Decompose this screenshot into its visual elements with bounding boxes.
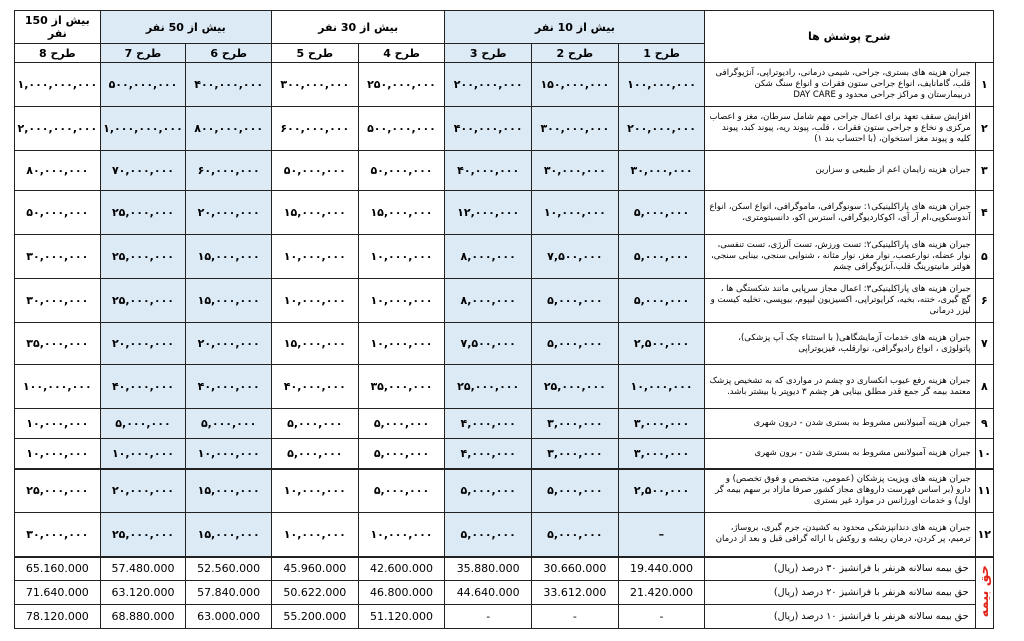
coverage-description: جبران هزینه های پاراکلینیکی۲: تست ورزش، تست آلرژی، تست تنفسی، نوار عضله، نوارعصب، نوار مغز، نوار مثانه ، شنوایی سنجی، بینایی سنجی، هولتر مانیتورینگ قلب،آنژیوگرافی چشم: [705, 235, 975, 279]
plan-3-value: ۷,۵۰۰,۰۰۰: [445, 323, 532, 365]
plan-7-value: ۲۰,۰۰۰,۰۰۰: [100, 323, 186, 365]
premium-row: [15, 557, 994, 581]
plan-6-value: ۱۵,۰۰۰,۰۰۰: [186, 513, 272, 557]
coverage-description: جبران هزینه های پاراکلینیکی۱: سونوگرافی، ماموگرافی، انواع اسکن، انواع آندوسکوپی،ام آر آی، اکوکاردیوگرافی، استرس اکو، دانسیتومتری،: [705, 191, 975, 235]
plan-3-value: ۲۰۰,۰۰۰,۰۰۰: [445, 63, 532, 107]
plan-2-value: ۳,۰۰۰,۰۰۰: [532, 409, 619, 439]
plan-2-value: ۷,۵۰۰,۰۰۰: [532, 235, 619, 279]
coverage-row: [15, 235, 994, 279]
plan-5-value: ۱۰,۰۰۰,۰۰۰: [271, 279, 358, 323]
plan-1-value: ۳,۰۰۰,۰۰۰: [618, 439, 705, 469]
plan-7-value: ۴۰,۰۰۰,۰۰۰: [100, 365, 186, 409]
plan-8-value: ۳۰,۰۰۰,۰۰۰: [15, 513, 101, 557]
plan-3-value: ۴,۰۰۰,۰۰۰: [445, 439, 532, 469]
plan-7-value: ۱۰,۰۰۰,۰۰۰: [100, 439, 186, 469]
row-number: ۴: [975, 191, 993, 235]
row-number: ۱۰: [975, 439, 993, 469]
plan-2-value: ۱۰,۰۰۰,۰۰۰: [532, 191, 619, 235]
plan-2-value: ۱۵۰,۰۰۰,۰۰۰: [532, 63, 619, 107]
row-number: ۵: [975, 235, 993, 279]
premium-row: [15, 581, 994, 605]
plan-1-value: ۱۰۰,۰۰۰,۰۰۰: [618, 63, 705, 107]
coverage-row: [15, 439, 994, 469]
plan-2-value: ۵,۰۰۰,۰۰۰: [532, 469, 619, 513]
plan-4-value: ۱۰,۰۰۰,۰۰۰: [358, 279, 445, 323]
plan-5-header: طرح 5: [271, 44, 358, 63]
group-50-header: بیش از 50 نفر: [100, 11, 271, 44]
plan-6-value: ۶۰,۰۰۰,۰۰۰: [186, 151, 272, 191]
plan-8-value: ۵۰,۰۰۰,۰۰۰: [15, 191, 101, 235]
premium-plan-4-value: 46.800.000: [358, 581, 445, 605]
row-number: ۷: [975, 323, 993, 365]
plan-3-value: ۵,۰۰۰,۰۰۰: [445, 513, 532, 557]
row-number: ۳: [975, 151, 993, 191]
coverage-description: جبران هزینه آمبولانس مشروط به بستری شدن - برون شهری: [705, 439, 975, 469]
plan-8-value: ۱,۰۰۰,۰۰۰,۰۰۰: [15, 63, 101, 107]
plan-7-value: ۵۰۰,۰۰۰,۰۰۰: [100, 63, 186, 107]
plan-1-value: ۵,۰۰۰,۰۰۰: [618, 191, 705, 235]
premium-plan-3-value: 44.640.000: [445, 581, 532, 605]
premium-plan-5-value: 45.960.000: [271, 557, 358, 581]
premium-label: حق بیمه سالانه هرنفر با فرانشیز ۲۰ درصد (ریال): [705, 581, 975, 605]
plan-7-value: ۷۰,۰۰۰,۰۰۰: [100, 151, 186, 191]
row-number: ۱۲: [975, 513, 993, 557]
coverage-row: [15, 107, 994, 151]
plan-8-value: ۱۰,۰۰۰,۰۰۰: [15, 439, 101, 469]
plan-7-header: طرح 7: [100, 44, 186, 63]
plan-3-value: ۴۰,۰۰۰,۰۰۰: [445, 151, 532, 191]
plan-3-value: ۸,۰۰۰,۰۰۰: [445, 235, 532, 279]
plan-2-value: ۵,۰۰۰,۰۰۰: [532, 279, 619, 323]
plan-7-value: ۲۵,۰۰۰,۰۰۰: [100, 191, 186, 235]
premium-plan-7-value: 68.880.000: [100, 605, 186, 629]
plan-3-header: طرح 3: [445, 44, 532, 63]
plan-3-value: ۱۲,۰۰۰,۰۰۰: [445, 191, 532, 235]
plan-3-value: ۴۰۰,۰۰۰,۰۰۰: [445, 107, 532, 151]
plan-4-value: ۵,۰۰۰,۰۰۰: [358, 469, 445, 513]
premium-row: [15, 605, 994, 629]
coverage-description: جبران هزینه آمبولانس مشروط به بستری شدن - درون شهری: [705, 409, 975, 439]
group-10-header: بیش از 10 نفر: [445, 11, 705, 44]
plan-1-value: ۲,۵۰۰,۰۰۰: [618, 323, 705, 365]
plan-7-value: ۵,۰۰۰,۰۰۰: [100, 409, 186, 439]
plan-4-value: ۵,۰۰۰,۰۰۰: [358, 409, 445, 439]
plan-1-value: ۱۰,۰۰۰,۰۰۰: [618, 365, 705, 409]
plan-4-value: ۵۰۰,۰۰۰,۰۰۰: [358, 107, 445, 151]
plan-6-value: ۱۵,۰۰۰,۰۰۰: [186, 469, 272, 513]
plan-1-value: –: [618, 513, 705, 557]
plan-1-value: ۵,۰۰۰,۰۰۰: [618, 235, 705, 279]
plan-5-value: ۵۰,۰۰۰,۰۰۰: [271, 151, 358, 191]
coverage-row: [15, 323, 994, 365]
coverage-description: جبران هزینه های پاراکلینیکی۳: اعمال مجاز سرپایی مانند شکستگی ها ، گچ گیری، ختنه، بخیه، کرایوتراپی، اکسیزیون لیپوم، بیوپسی، تخلیه کیست و لیزر درمانی: [705, 279, 975, 323]
premium-plan-3-value: -: [445, 605, 532, 629]
plan-8-value: ۲۵,۰۰۰,۰۰۰: [15, 469, 101, 513]
premium-plan-6-value: 57.840.000: [186, 581, 272, 605]
plan-4-value: ۵۰,۰۰۰,۰۰۰: [358, 151, 445, 191]
group-30-header: بیش از 30 نفر: [271, 11, 444, 44]
coverage-description: افزایش سقف تعهد برای اعمال جراحی مهم شامل سرطان، مغز و اعصاب مرکزی و نخاع و جراحی ستون فقرات ، قلب، پیوند ریه، پیوند کبد، پیوند کلیه و پیوند مغز استخوان، (با احتساب بند ۱): [705, 107, 975, 151]
plan-8-value: ۳۵,۰۰۰,۰۰۰: [15, 323, 101, 365]
coverage-table: [14, 10, 994, 629]
premium-plan-4-value: 42.600.000: [358, 557, 445, 581]
plan-5-value: ۴۰,۰۰۰,۰۰۰: [271, 365, 358, 409]
row-number: ۸: [975, 365, 993, 409]
coverage-row: [15, 191, 994, 235]
premium-plan-2-value: 30.660.000: [532, 557, 619, 581]
plan-2-value: ۵,۰۰۰,۰۰۰: [532, 323, 619, 365]
plan-3-value: ۵,۰۰۰,۰۰۰: [445, 469, 532, 513]
plan-6-value: ۴۰,۰۰۰,۰۰۰: [186, 365, 272, 409]
plan-5-value: ۱۰,۰۰۰,۰۰۰: [271, 235, 358, 279]
premium-plan-4-value: 51.120.000: [358, 605, 445, 629]
plan-5-value: ۱۰,۰۰۰,۰۰۰: [271, 469, 358, 513]
plan-5-value: ۱۵,۰۰۰,۰۰۰: [271, 323, 358, 365]
plan-5-value: ۶۰۰,۰۰۰,۰۰۰: [271, 107, 358, 151]
coverage-description: جبران هزینه های دندانپزشکی محدود به کشیدن، جرم گیری، بروساژ، ترمیم، پر کردن، درمان ریشه و روکش با ارائه گرافی قبل و بعد از درمان: [705, 513, 975, 557]
plan-5-value: ۵,۰۰۰,۰۰۰: [271, 409, 358, 439]
coverage-description: جبران هزینه های ویزیت پزشکان (عمومی، متخصص و فوق تخصص) و دارو (بر اساس فهرست داروهای مجاز کشور صرفا مازاد بر سهم بیمه گر اول) و خدمات اورژانس در موارد غیر بستری: [705, 469, 975, 513]
premium-plan-2-value: 33.612.000: [532, 581, 619, 605]
coverage-row: [15, 279, 994, 323]
plan-4-value: ۲۵۰,۰۰۰,۰۰۰: [358, 63, 445, 107]
plan-3-value: ۴,۰۰۰,۰۰۰: [445, 409, 532, 439]
plan-7-value: ۲۰,۰۰۰,۰۰۰: [100, 469, 186, 513]
premium-plan-3-value: 35.880.000: [445, 557, 532, 581]
plan-1-value: ۲,۵۰۰,۰۰۰: [618, 469, 705, 513]
premium-label: حق بیمه سالانه هرنفر با فرانشیز ۳۰ درصد (ریال): [705, 557, 975, 581]
premium-side-label-cell: [975, 557, 993, 629]
plan-4-header: طرح 4: [358, 44, 445, 63]
plan-8-value: ۳۰,۰۰۰,۰۰۰: [15, 279, 101, 323]
plan-5-value: ۵,۰۰۰,۰۰۰: [271, 439, 358, 469]
plan-2-value: ۳,۰۰۰,۰۰۰: [532, 439, 619, 469]
premium-plan-2-value: -: [532, 605, 619, 629]
plan-8-value: ۳۰,۰۰۰,۰۰۰: [15, 235, 101, 279]
plan-1-value: ۳۰,۰۰۰,۰۰۰: [618, 151, 705, 191]
row-number: ۱: [975, 63, 993, 107]
coverage-row: [15, 365, 994, 409]
premium-plan-7-value: 63.120.000: [100, 581, 186, 605]
plan-6-value: ۱۵,۰۰۰,۰۰۰: [186, 235, 272, 279]
coverage-row: [15, 513, 994, 557]
premium-plan-8-value: 78.120.000: [15, 605, 101, 629]
row-number: ۱۱: [975, 469, 993, 513]
description-header: شرح پوشش ها: [705, 11, 994, 63]
premium-side-label: حق بیمه: [976, 564, 992, 617]
premium-plan-5-value: 50.622.000: [271, 581, 358, 605]
coverage-description: جبران هزینه زایمان اعم از طبیعی و سزارین: [705, 151, 975, 191]
plan-5-value: ۱۵,۰۰۰,۰۰۰: [271, 191, 358, 235]
plan-8-value: ۱۰۰,۰۰۰,۰۰۰: [15, 365, 101, 409]
row-number: ۲: [975, 107, 993, 151]
plan-3-value: ۸,۰۰۰,۰۰۰: [445, 279, 532, 323]
plan-6-value: ۴۰۰,۰۰۰,۰۰۰: [186, 63, 272, 107]
premium-plan-1-value: 19.440.000: [618, 557, 705, 581]
plan-6-value: ۲۰,۰۰۰,۰۰۰: [186, 191, 272, 235]
premium-plan-6-value: 63.000.000: [186, 605, 272, 629]
plan-7-value: ۲۵,۰۰۰,۰۰۰: [100, 279, 186, 323]
plan-1-value: ۵,۰۰۰,۰۰۰: [618, 279, 705, 323]
plan-4-value: ۱۰,۰۰۰,۰۰۰: [358, 235, 445, 279]
plan-7-value: ۲۵,۰۰۰,۰۰۰: [100, 235, 186, 279]
premium-plan-1-value: 21.420.000: [618, 581, 705, 605]
plan-4-value: ۵,۰۰۰,۰۰۰: [358, 439, 445, 469]
plan-4-value: ۱۰,۰۰۰,۰۰۰: [358, 513, 445, 557]
plan-8-header: طرح 8: [15, 44, 101, 63]
row-number: ۹: [975, 409, 993, 439]
premium-label: حق بیمه سالانه هرنفر با فرانشیز ۱۰ درصد (ریال): [705, 605, 975, 629]
coverage-description: جبران هزینه های بستری، جراحی، شیمی درمانی، رادیوتراپی، آنژیوگرافی قلب، گامانایف، انواع جراحی ستون فقرات و انواع سنگ شکن دربیمارستان و مراکز جراحی محدود و DAY CARE: [705, 63, 975, 107]
premium-plan-5-value: 55.200.000: [271, 605, 358, 629]
coverage-row: [15, 63, 994, 107]
plan-2-value: ۲۵,۰۰۰,۰۰۰: [532, 365, 619, 409]
plan-6-value: ۸۰۰,۰۰۰,۰۰۰: [186, 107, 272, 151]
plan-6-value: ۱۰,۰۰۰,۰۰۰: [186, 439, 272, 469]
plan-8-value: ۸۰,۰۰۰,۰۰۰: [15, 151, 101, 191]
plan-2-value: ۳۰۰,۰۰۰,۰۰۰: [532, 107, 619, 151]
plan-6-value: ۵,۰۰۰,۰۰۰: [186, 409, 272, 439]
plan-4-value: ۳۵,۰۰۰,۰۰۰: [358, 365, 445, 409]
plan-7-value: ۱,۰۰۰,۰۰۰,۰۰۰: [100, 107, 186, 151]
plan-5-value: ۳۰۰,۰۰۰,۰۰۰: [271, 63, 358, 107]
plan-6-header: طرح 6: [186, 44, 272, 63]
plan-8-value: ۲,۰۰۰,۰۰۰,۰۰۰: [15, 107, 101, 151]
premium-plan-8-value: 71.640.000: [15, 581, 101, 605]
plan-8-value: ۱۰,۰۰۰,۰۰۰: [15, 409, 101, 439]
row-number: ۶: [975, 279, 993, 323]
plan-4-value: ۱۰,۰۰۰,۰۰۰: [358, 323, 445, 365]
plan-6-value: ۲۰,۰۰۰,۰۰۰: [186, 323, 272, 365]
plan-2-header: طرح 2: [532, 44, 619, 63]
group-150-header: بیش از 150 نفر: [15, 11, 101, 44]
plan-7-value: ۲۵,۰۰۰,۰۰۰: [100, 513, 186, 557]
coverage-row: [15, 409, 994, 439]
plan-1-value: ۲۰۰,۰۰۰,۰۰۰: [618, 107, 705, 151]
premium-plan-1-value: -: [618, 605, 705, 629]
plan-2-value: ۳۰,۰۰۰,۰۰۰: [532, 151, 619, 191]
plan-1-header: طرح 1: [618, 44, 705, 63]
premium-plan-8-value: 65.160.000: [15, 557, 101, 581]
plan-2-value: ۵,۰۰۰,۰۰۰: [532, 513, 619, 557]
coverage-description: جبران هزینه رفع عیوب انکساری دو چشم در مواردی که به تشخیص پزشک معتمد بیمه گر جمع قدر مطلق بینایی هر چشم ۳ دیوپتر یا بیشتر باشد.: [705, 365, 975, 409]
premium-plan-7-value: 57.480.000: [100, 557, 186, 581]
plan-6-value: ۱۵,۰۰۰,۰۰۰: [186, 279, 272, 323]
coverage-description: جبران هزینه های خدمات آزمایشگاهی( با استثناء چک آپ پزشکی)، پاتولوژی ، انواع رادیوگرافی، نوارقلب، فیزیوتراپی: [705, 323, 975, 365]
premium-plan-6-value: 52.560.000: [186, 557, 272, 581]
plan-3-value: ۲۵,۰۰۰,۰۰۰: [445, 365, 532, 409]
plan-1-value: ۳,۰۰۰,۰۰۰: [618, 409, 705, 439]
plan-4-value: ۱۵,۰۰۰,۰۰۰: [358, 191, 445, 235]
coverage-row: [15, 151, 994, 191]
plan-5-value: ۱۰,۰۰۰,۰۰۰: [271, 513, 358, 557]
coverage-row: [15, 469, 994, 513]
